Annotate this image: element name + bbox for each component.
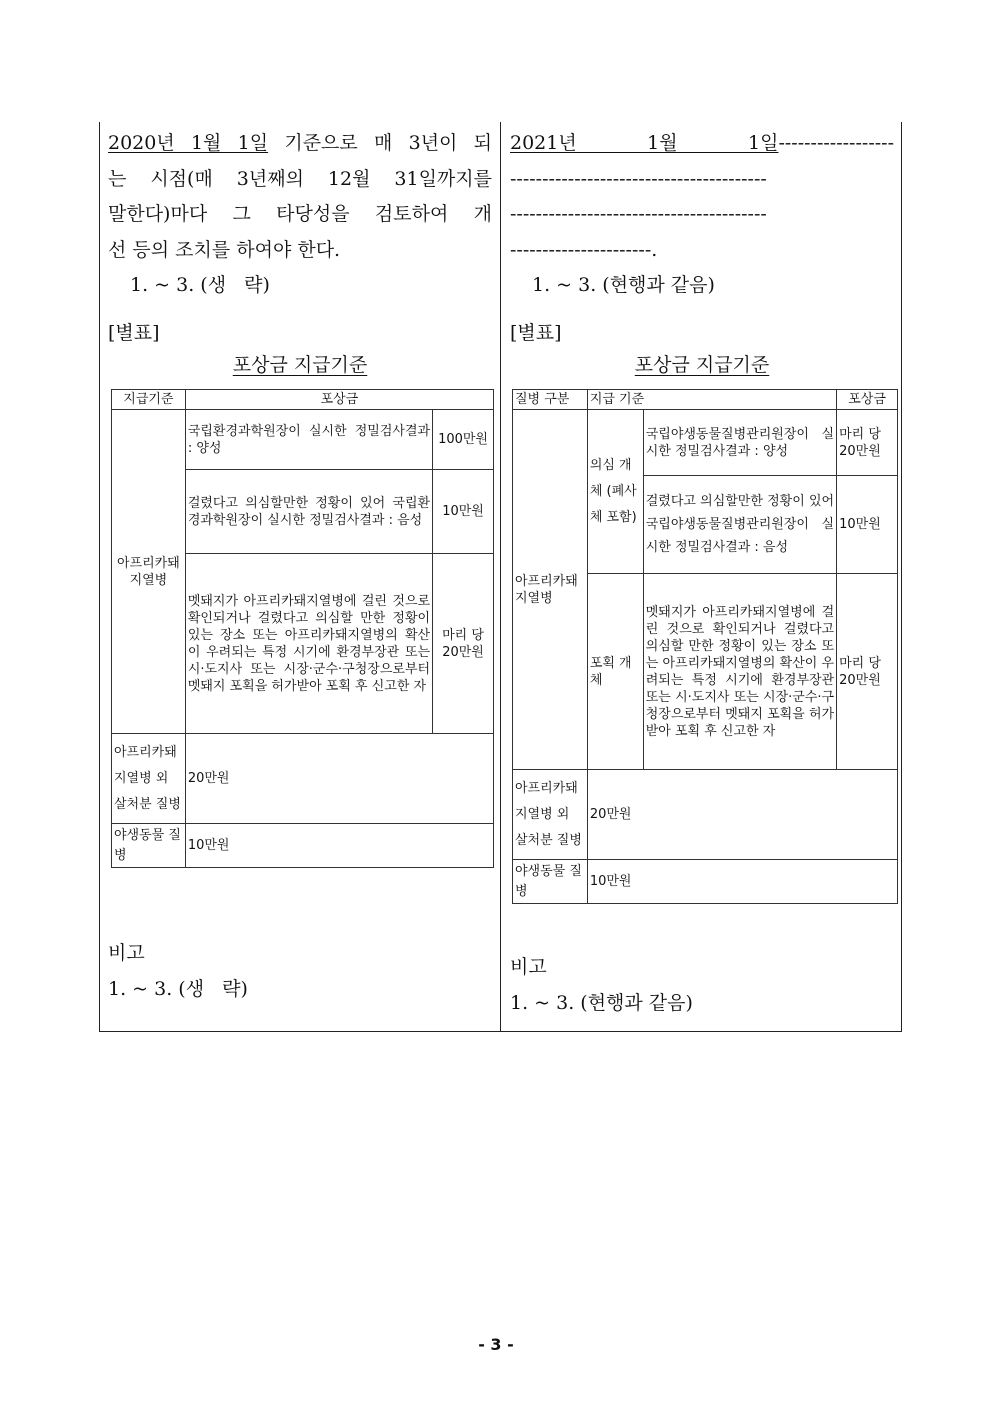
left-r2-text: 걸렸다고 의심할만한 정황이 있어 국립환경과학원장이 실시한 정밀검사결과 : 음성 bbox=[185, 470, 432, 554]
left-r4-label: 아프리카돼지열병 외 살처분 질병 bbox=[112, 734, 186, 824]
right-header-criteria: 지급 기준 bbox=[587, 390, 836, 410]
left-items: 1. ~ 3. (생 략) bbox=[130, 274, 270, 296]
left-note-items: 1. ~ 3. (생 략) bbox=[108, 978, 248, 1000]
left-appendix: [별표] bbox=[108, 322, 160, 344]
right-r4-amount: 20만원 bbox=[587, 770, 897, 860]
right-r5-amount: 10만원 bbox=[587, 860, 897, 904]
left-reward-table bbox=[111, 389, 494, 868]
right-reward-table bbox=[512, 389, 898, 904]
right-r5-label: 야생동물 질병 bbox=[513, 860, 588, 904]
left-r3-text: 멧돼지가 아프리카돼지열병에 걸린 것으로 확인되거나 걸렸다고 의심할 만한 정황이 있는 장소 또는 아프리카돼지열병의 확산이 우려되는 특정 시기에 환경부장관 또는 시·도지사 또는 시장·군수·구청장으로부터 멧돼지 포획을 허가받아 포획 후 신고한 자 bbox=[185, 554, 432, 734]
right-header-disease: 질병 구분 bbox=[513, 390, 588, 410]
right-r4-label: 아프리카돼지열병 외 살처분 질병 bbox=[513, 770, 588, 860]
right-r2-text: 걸렸다고 의심할만한 정황이 있어 국립야생동물질병관리원장이 실시한 정밀검사결과 : 음성 bbox=[643, 476, 836, 574]
left-r1-amount: 100만원 bbox=[433, 410, 494, 470]
right-note-title: 비고 bbox=[510, 956, 547, 978]
left-r5-label: 야생동물 질병 bbox=[112, 824, 186, 868]
right-group-suspected: 의심 개체 (폐사체 포함) bbox=[587, 410, 643, 574]
right-header-reward: 포상금 bbox=[837, 390, 898, 410]
left-table-title: 포상금 지급기준 bbox=[232, 354, 368, 376]
right-note-items: 1. ~ 3. (현행과 같음) bbox=[510, 992, 693, 1014]
right-line-3: ---------------------------------------- bbox=[510, 203, 767, 225]
left-r5-amount: 10만원 bbox=[185, 824, 493, 868]
left-r4-amount: 20만원 bbox=[185, 734, 493, 824]
right-r1-text: 국립야생동물질병관리원장이 실시한 정밀검사결과 : 양성 bbox=[643, 410, 836, 476]
page-number: - 3 - bbox=[478, 1335, 514, 1354]
left-disease-cell: 아프리카돼지열병 bbox=[112, 410, 186, 734]
left-column bbox=[108, 126, 492, 304]
right-r1-amount: 마리 당 20만원 bbox=[837, 410, 898, 476]
left-line-4: 선 등의 조치를 하여야 한다. bbox=[108, 238, 341, 261]
right-r3-text: 멧돼지가 아프리카돼지열병에 걸린 것으로 확인되거나 걸렸다고 의심할 만한 정황이 있는 장소 또는 아프리카돼지열병의 확산이 우려되는 특정 시기에 환경부장관 또는 시·도지사 또는 시장·군수·구청장으로부터 멧돼지 포획을 허가받아 포획 후 신고한 자 bbox=[643, 574, 836, 770]
column-divider bbox=[500, 122, 501, 1032]
right-line-4: ----------------------. bbox=[510, 238, 658, 261]
right-r3-amount: 마리 당 20만원 bbox=[837, 574, 898, 770]
right-line-1: 2021년 1월 1일------------------ bbox=[510, 132, 894, 154]
left-note-title: 비고 bbox=[108, 942, 145, 964]
left-line-3: 말한다)마다 그 타당성을 검토하여 개 bbox=[108, 203, 492, 225]
right-r2-amount: 10만원 bbox=[837, 476, 898, 574]
right-items: 1. ~ 3. (현행과 같음) bbox=[532, 274, 715, 296]
right-appendix: [별표] bbox=[510, 322, 562, 344]
right-table-title: 포상금 지급기준 bbox=[634, 354, 770, 376]
right-group-captured: 포획 개체 bbox=[587, 574, 643, 770]
right-column bbox=[510, 126, 894, 304]
left-r1-text: 국립환경과학원장이 실시한 정밀검사결과 : 양성 bbox=[185, 410, 432, 470]
right-line-2: ---------------------------------------- bbox=[510, 167, 767, 190]
left-header-criteria: 지급기준 bbox=[112, 390, 186, 410]
right-disease-cell: 아프리카돼지열병 bbox=[513, 410, 588, 770]
left-r3-amount: 마리 당 20만원 bbox=[433, 554, 494, 734]
left-header-reward: 포상금 bbox=[185, 390, 493, 410]
left-line-2: 는 시점(매 3년째의 12월 31일까지를 bbox=[108, 167, 492, 190]
left-r2-amount: 10만원 bbox=[433, 470, 494, 554]
left-line-1: 2020년 1월 1일 기준으로 매 3년이 되 bbox=[108, 132, 492, 154]
